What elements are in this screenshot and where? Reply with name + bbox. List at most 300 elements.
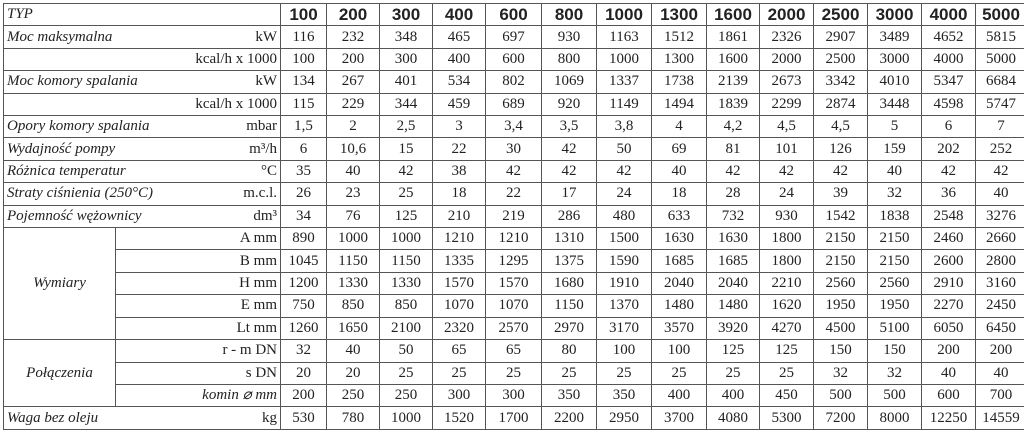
value-cell: 1630	[652, 228, 707, 250]
value-cell: 2150	[814, 250, 868, 272]
value-cell: 850	[327, 295, 380, 317]
value-cell: 100	[281, 48, 327, 70]
value-cell: 15	[380, 138, 433, 160]
value-cell: 1861	[707, 26, 760, 48]
value-cell: 200	[281, 384, 327, 406]
value-cell: 210	[433, 205, 486, 227]
value-cell: 4000	[922, 4, 976, 26]
value-cell: 530	[281, 407, 327, 430]
value-cell: 40	[652, 160, 707, 182]
value-cell: 480	[597, 205, 652, 227]
value-cell: 100	[597, 340, 652, 362]
value-cell: 1500	[597, 228, 652, 250]
value-cell: 1300	[652, 48, 707, 70]
value-cell: 3448	[868, 93, 922, 115]
value-cell: 1650	[327, 317, 380, 339]
value-cell: 6050	[922, 317, 976, 339]
row-label	[4, 71, 281, 93]
value-cell: 1330	[327, 272, 380, 294]
value-cell: 4500	[814, 317, 868, 339]
value-cell: 930	[542, 26, 597, 48]
value-cell: 250	[380, 384, 433, 406]
value-cell: 1295	[486, 250, 542, 272]
value-cell: 5815	[976, 26, 1024, 48]
value-cell: 24	[760, 183, 814, 205]
value-cell: 1738	[652, 71, 707, 93]
value-cell: 1370	[597, 295, 652, 317]
row-unit: kcal/h x 1000	[195, 51, 278, 68]
value-cell: 401	[380, 71, 433, 93]
value-cell: 3160	[976, 272, 1024, 294]
value-cell: 4,5	[760, 116, 814, 138]
value-cell: 3000	[868, 4, 922, 26]
value-cell: 1512	[652, 26, 707, 48]
value-cell: 42	[922, 160, 976, 182]
value-cell: 1800	[760, 250, 814, 272]
value-cell: 42	[380, 160, 433, 182]
value-cell: 1150	[542, 295, 597, 317]
value-cell: 42	[542, 160, 597, 182]
value-cell: 1000	[597, 4, 652, 26]
sub-row-label: r - m DN	[116, 340, 281, 362]
value-cell: 200	[327, 4, 380, 26]
value-cell: 126	[814, 138, 868, 160]
value-cell: 2570	[486, 317, 542, 339]
value-cell: 1069	[542, 71, 597, 93]
type-header-label: TYP	[4, 4, 281, 26]
value-cell: 125	[760, 340, 814, 362]
value-cell: 5300	[760, 407, 814, 430]
value-cell: 800	[542, 48, 597, 70]
value-cell: 81	[707, 138, 760, 160]
value-cell: 1685	[707, 250, 760, 272]
value-cell: 4270	[760, 317, 814, 339]
value-cell: 2460	[922, 228, 976, 250]
value-cell: 25	[652, 362, 707, 384]
row-unit: dm³	[253, 207, 278, 224]
value-cell: 12250	[922, 407, 976, 430]
value-cell: 2907	[814, 26, 868, 48]
table-row	[4, 362, 1024, 384]
value-cell: 22	[486, 183, 542, 205]
value-cell: 920	[542, 93, 597, 115]
value-cell: 3,5	[542, 116, 597, 138]
value-cell: 1070	[433, 295, 486, 317]
value-cell: 229	[327, 93, 380, 115]
value-cell: 350	[597, 384, 652, 406]
value-cell: 7200	[814, 407, 868, 430]
value-cell: 65	[486, 340, 542, 362]
value-cell: 300	[433, 384, 486, 406]
value-cell: 202	[922, 138, 976, 160]
value-cell: 5347	[922, 71, 976, 93]
row-unit: mbar	[246, 118, 278, 135]
value-cell: 2910	[922, 272, 976, 294]
value-cell: 2673	[760, 71, 814, 93]
value-cell: 1600	[707, 48, 760, 70]
value-cell: 2000	[760, 48, 814, 70]
value-cell: 1260	[281, 317, 327, 339]
value-cell: 2	[327, 116, 380, 138]
value-cell: 32	[868, 183, 922, 205]
row-label-text: Waga bez oleju	[7, 409, 99, 426]
value-cell: 2950	[597, 407, 652, 430]
value-cell: 42	[976, 160, 1024, 182]
value-cell: 267	[327, 71, 380, 93]
value-cell: 2800	[976, 250, 1024, 272]
value-cell: 3700	[652, 407, 707, 430]
value-cell: 1150	[327, 250, 380, 272]
value-cell: 18	[433, 183, 486, 205]
row-label-text: Straty ciśnienia (250°C)	[7, 185, 153, 202]
value-cell: 3920	[707, 317, 760, 339]
table-row	[4, 228, 1024, 250]
value-cell: 6684	[976, 71, 1024, 93]
sub-row-label: B mm	[116, 250, 281, 272]
value-cell: 39	[814, 183, 868, 205]
value-cell: 25	[380, 183, 433, 205]
value-cell: 1950	[868, 295, 922, 317]
value-cell: 450	[760, 384, 814, 406]
table-row	[4, 384, 1024, 406]
value-cell: 1839	[707, 93, 760, 115]
value-cell: 600	[922, 384, 976, 406]
value-cell: 2560	[868, 272, 922, 294]
value-cell: 3,4	[486, 116, 542, 138]
value-cell: 150	[814, 340, 868, 362]
sub-row-label: komin ⌀ mm	[116, 384, 281, 406]
row-unit: m³/h	[249, 140, 278, 157]
value-cell: 26	[281, 183, 327, 205]
group-label: Połączenia	[4, 340, 116, 407]
value-cell: 1210	[486, 228, 542, 250]
row-label	[4, 26, 281, 48]
value-cell: 2139	[707, 71, 760, 93]
value-cell: 30	[486, 138, 542, 160]
value-cell: 1310	[542, 228, 597, 250]
table-row	[4, 205, 1024, 227]
sub-row-label: H mm	[116, 272, 281, 294]
value-cell: 134	[281, 71, 327, 93]
value-cell: 2450	[976, 295, 1024, 317]
value-cell: 250	[327, 384, 380, 406]
value-cell: 344	[380, 93, 433, 115]
value-cell: 1337	[597, 71, 652, 93]
value-cell: 2200	[542, 407, 597, 430]
value-cell: 300	[380, 4, 433, 26]
value-cell: 1570	[486, 272, 542, 294]
value-cell: 42	[486, 160, 542, 182]
value-cell: 1620	[760, 295, 814, 317]
value-cell: 1542	[814, 205, 868, 227]
value-cell: 24	[597, 183, 652, 205]
value-cell: 23	[327, 183, 380, 205]
value-cell: 2600	[922, 250, 976, 272]
value-cell: 50	[597, 138, 652, 160]
value-cell: 1838	[868, 205, 922, 227]
value-cell: 1335	[433, 250, 486, 272]
value-cell: 2326	[760, 26, 814, 48]
value-cell: 1000	[597, 48, 652, 70]
value-cell: 18	[652, 183, 707, 205]
value-cell: 40	[976, 362, 1024, 384]
value-cell: 5	[868, 116, 922, 138]
value-cell: 5747	[976, 93, 1024, 115]
value-cell: 4,5	[814, 116, 868, 138]
sub-row-label: s DN	[116, 362, 281, 384]
value-cell: 25	[597, 362, 652, 384]
sub-row-label: E mm	[116, 295, 281, 317]
value-cell: 25	[433, 362, 486, 384]
value-cell: 1300	[652, 4, 707, 26]
value-cell: 4080	[707, 407, 760, 430]
value-cell: 28	[707, 183, 760, 205]
row-unit: kW	[255, 28, 278, 45]
value-cell: 400	[433, 4, 486, 26]
row-label-text: Wydajność pompy	[7, 140, 116, 157]
value-cell: 2548	[922, 205, 976, 227]
value-cell: 1910	[597, 272, 652, 294]
value-cell: 6	[922, 116, 976, 138]
value-cell: 890	[281, 228, 327, 250]
value-cell: 2,5	[380, 116, 433, 138]
value-cell: 32	[281, 340, 327, 362]
value-cell: 2040	[652, 272, 707, 294]
value-cell: 4,2	[707, 116, 760, 138]
value-cell: 20	[327, 362, 380, 384]
value-cell: 32	[868, 362, 922, 384]
value-cell: 1,5	[281, 116, 327, 138]
row-unit: kW	[255, 73, 278, 90]
value-cell: 1700	[486, 407, 542, 430]
value-cell: 125	[380, 205, 433, 227]
sub-row-label: A mm	[116, 228, 281, 250]
row-label-text: Moc maksymalna	[7, 28, 113, 45]
value-cell: 5000	[976, 4, 1024, 26]
value-cell: 1200	[281, 272, 327, 294]
value-cell: 8000	[868, 407, 922, 430]
value-cell: 1600	[707, 4, 760, 26]
value-cell: 1149	[597, 93, 652, 115]
header-row	[4, 4, 1024, 26]
value-cell: 42	[814, 160, 868, 182]
value-cell: 600	[486, 48, 542, 70]
value-cell: 2560	[814, 272, 868, 294]
value-cell: 286	[542, 205, 597, 227]
value-cell: 1000	[380, 407, 433, 430]
value-cell: 4598	[922, 93, 976, 115]
value-cell: 4000	[922, 48, 976, 70]
value-cell: 40	[868, 160, 922, 182]
value-cell: 1000	[380, 228, 433, 250]
value-cell: 750	[281, 295, 327, 317]
value-cell: 2270	[922, 295, 976, 317]
value-cell: 400	[433, 48, 486, 70]
value-cell: 80	[542, 340, 597, 362]
value-cell: 200	[922, 340, 976, 362]
value-cell: 36	[922, 183, 976, 205]
value-cell: 534	[433, 71, 486, 93]
row-label-text: Opory komory spalania	[7, 118, 150, 135]
value-cell: 159	[868, 138, 922, 160]
value-cell: 2150	[868, 228, 922, 250]
value-cell: 1950	[814, 295, 868, 317]
row-unit: °C	[261, 163, 278, 180]
value-cell: 802	[486, 71, 542, 93]
value-cell: 400	[652, 384, 707, 406]
value-cell: 5000	[976, 48, 1024, 70]
value-cell: 100	[652, 340, 707, 362]
value-cell: 1330	[380, 272, 433, 294]
value-cell: 689	[486, 93, 542, 115]
value-cell: 1685	[652, 250, 707, 272]
table-row	[4, 26, 1024, 48]
table-row	[4, 340, 1024, 362]
value-cell: 1070	[486, 295, 542, 317]
value-cell: 25	[707, 362, 760, 384]
table-row	[4, 71, 1024, 93]
row-label-text: Moc komory spalania	[7, 73, 138, 90]
value-cell: 3	[433, 116, 486, 138]
row-label	[4, 407, 281, 430]
value-cell: 2970	[542, 317, 597, 339]
value-cell: 125	[707, 340, 760, 362]
value-cell: 5100	[868, 317, 922, 339]
value-cell: 1375	[542, 250, 597, 272]
value-cell: 1494	[652, 93, 707, 115]
value-cell: 10,6	[327, 138, 380, 160]
value-cell: 2874	[814, 93, 868, 115]
value-cell: 17	[542, 183, 597, 205]
value-cell: 40	[976, 183, 1024, 205]
value-cell: 2000	[760, 4, 814, 26]
value-cell: 6450	[976, 317, 1024, 339]
value-cell: 2500	[814, 4, 868, 26]
value-cell: 500	[814, 384, 868, 406]
row-label	[4, 205, 281, 227]
value-cell: 4	[652, 116, 707, 138]
value-cell: 600	[486, 4, 542, 26]
value-cell: 32	[814, 362, 868, 384]
value-cell: 2150	[814, 228, 868, 250]
value-cell: 14559	[976, 407, 1024, 430]
value-cell: 35	[281, 160, 327, 182]
value-cell: 200	[976, 340, 1024, 362]
value-cell: 42	[707, 160, 760, 182]
value-cell: 3,8	[597, 116, 652, 138]
value-cell: 69	[652, 138, 707, 160]
footer-row	[4, 407, 1024, 430]
value-cell: 65	[433, 340, 486, 362]
sub-row-label: Lt mm	[116, 317, 281, 339]
value-cell: 697	[486, 26, 542, 48]
value-cell: 459	[433, 93, 486, 115]
value-cell: 2500	[814, 48, 868, 70]
row-label-text: Pojemność wężownicy	[7, 207, 142, 224]
value-cell: 25	[542, 362, 597, 384]
value-cell: 38	[433, 160, 486, 182]
value-cell: 2660	[976, 228, 1024, 250]
value-cell: 1163	[597, 26, 652, 48]
table-row	[4, 295, 1024, 317]
value-cell: 2320	[433, 317, 486, 339]
value-cell: 7	[976, 116, 1024, 138]
value-cell: 232	[327, 26, 380, 48]
value-cell: 101	[760, 138, 814, 160]
value-cell: 2150	[868, 250, 922, 272]
value-cell: 40	[327, 340, 380, 362]
value-cell: 930	[760, 205, 814, 227]
value-cell: 42	[542, 138, 597, 160]
value-cell: 300	[380, 48, 433, 70]
value-cell: 150	[868, 340, 922, 362]
value-cell: 42	[760, 160, 814, 182]
value-cell: 22	[433, 138, 486, 160]
value-cell: 1590	[597, 250, 652, 272]
spec-table-body	[4, 4, 1024, 430]
value-cell: 219	[486, 205, 542, 227]
value-cell: 780	[327, 407, 380, 430]
value-cell: 500	[868, 384, 922, 406]
row-label	[4, 93, 281, 115]
table-row	[4, 183, 1024, 205]
value-cell: 1800	[760, 228, 814, 250]
value-cell: 3276	[976, 205, 1024, 227]
row-unit: kcal/h x 1000	[195, 95, 278, 112]
value-cell: 1570	[433, 272, 486, 294]
table-row	[4, 250, 1024, 272]
row-unit: kg	[262, 409, 278, 426]
value-cell: 100	[281, 4, 327, 26]
value-cell: 400	[707, 384, 760, 406]
value-cell: 3000	[868, 48, 922, 70]
value-cell: 6	[281, 138, 327, 160]
table-row	[4, 317, 1024, 339]
value-cell: 2100	[380, 317, 433, 339]
value-cell: 1520	[433, 407, 486, 430]
value-cell: 252	[976, 138, 1024, 160]
value-cell: 1480	[652, 295, 707, 317]
value-cell: 1150	[380, 250, 433, 272]
value-cell: 115	[281, 93, 327, 115]
value-cell: 4652	[922, 26, 976, 48]
value-cell: 2210	[760, 272, 814, 294]
value-cell: 732	[707, 205, 760, 227]
group-label: Wymiary	[4, 228, 116, 340]
value-cell: 348	[380, 26, 433, 48]
row-label	[4, 138, 281, 160]
value-cell: 1630	[707, 228, 760, 250]
value-cell: 3489	[868, 26, 922, 48]
value-cell: 40	[922, 362, 976, 384]
value-cell: 76	[327, 205, 380, 227]
table-row	[4, 138, 1024, 160]
value-cell: 850	[380, 295, 433, 317]
row-label-text: Różnica temperatur	[7, 163, 126, 180]
table-row	[4, 272, 1024, 294]
value-cell: 1680	[542, 272, 597, 294]
value-cell: 50	[380, 340, 433, 362]
value-cell: 25	[486, 362, 542, 384]
value-cell: 3570	[652, 317, 707, 339]
value-cell: 2040	[707, 272, 760, 294]
value-cell: 300	[486, 384, 542, 406]
value-cell: 3342	[814, 71, 868, 93]
row-unit: m.c.l.	[243, 185, 278, 202]
value-cell: 800	[542, 4, 597, 26]
value-cell: 350	[542, 384, 597, 406]
value-cell: 633	[652, 205, 707, 227]
